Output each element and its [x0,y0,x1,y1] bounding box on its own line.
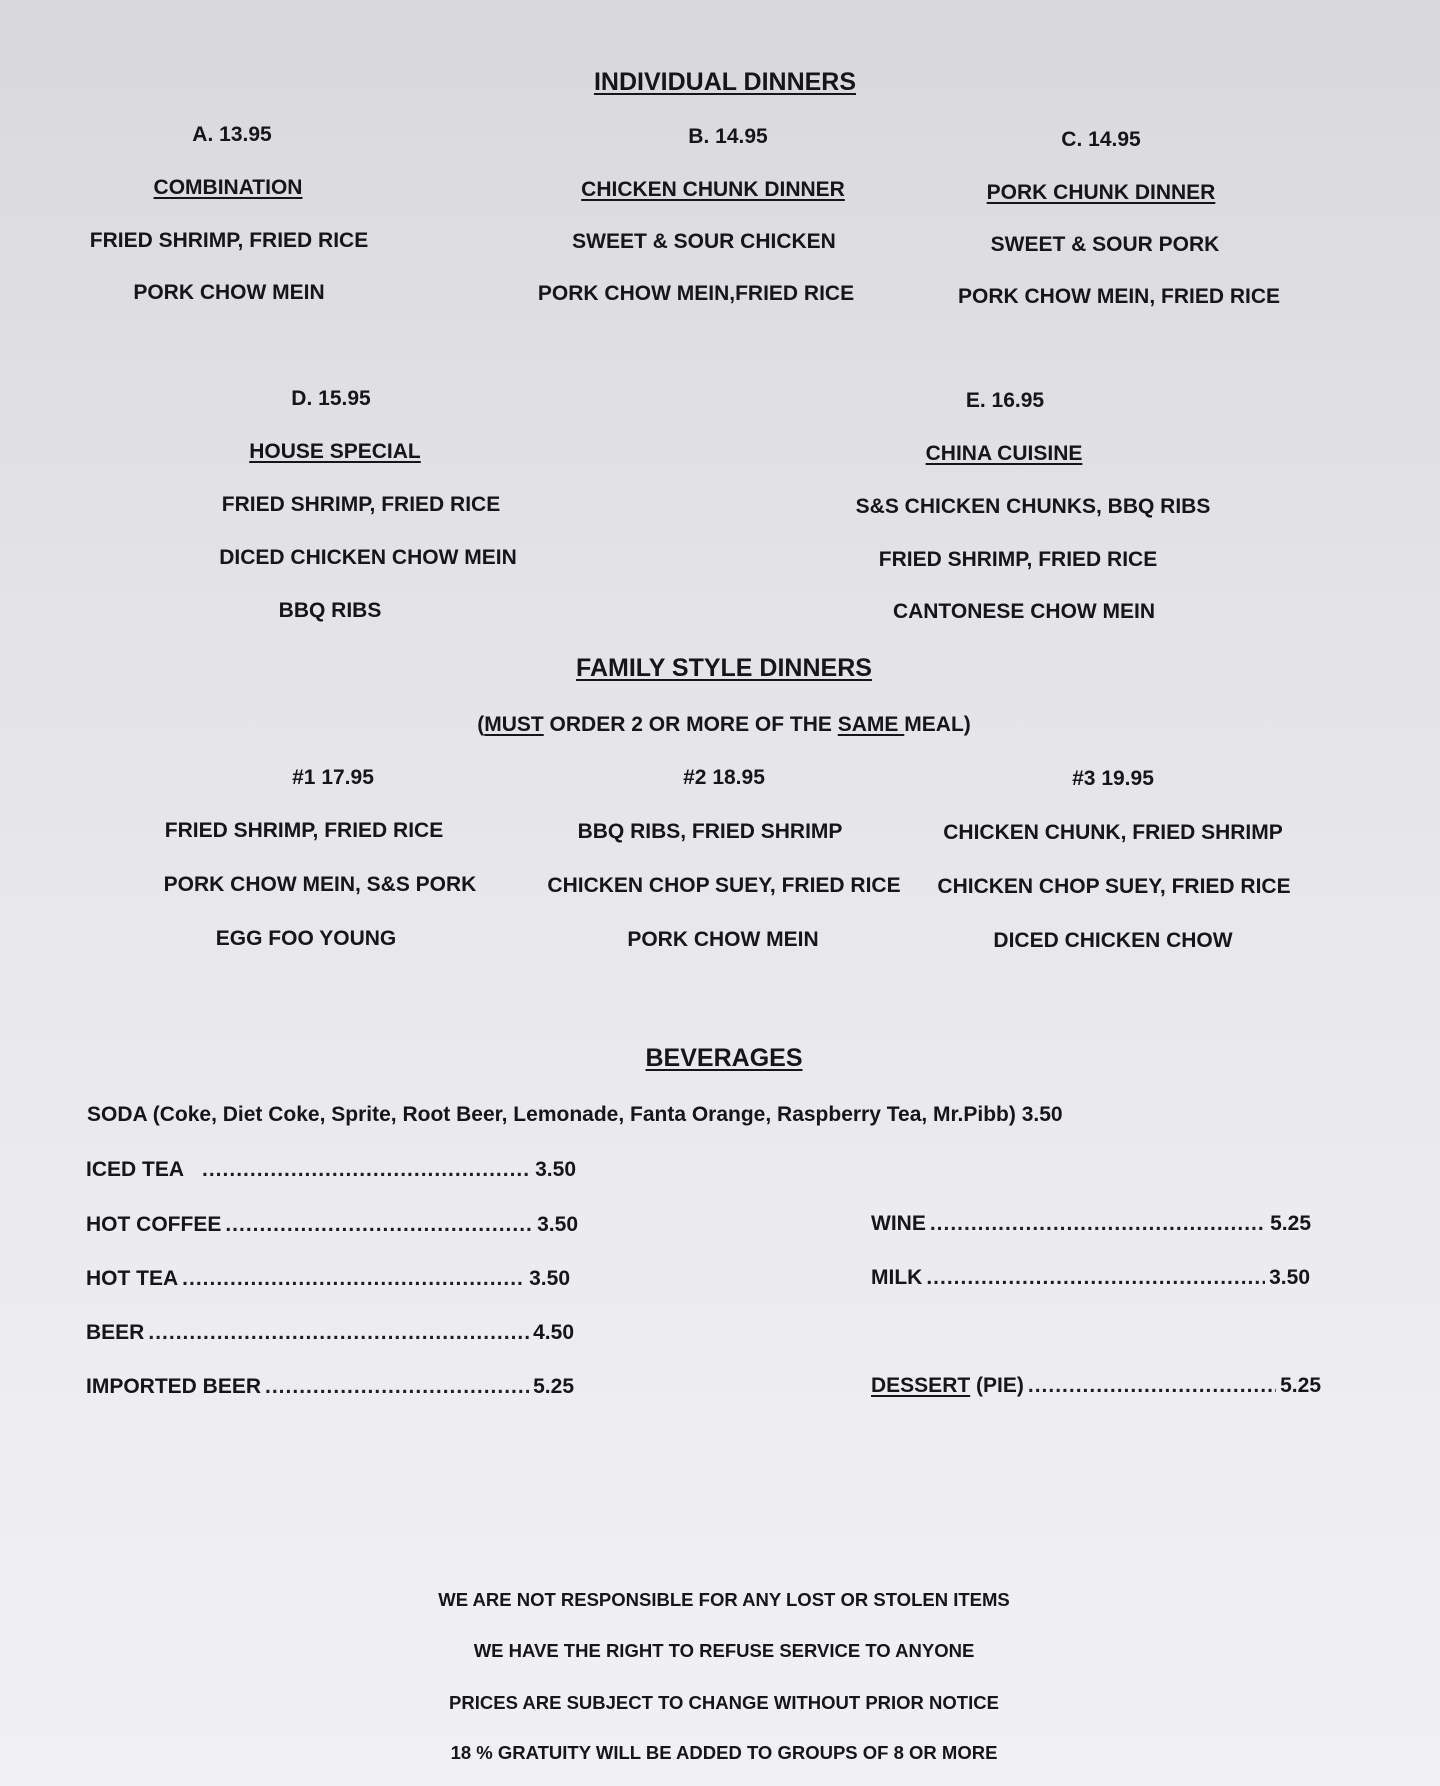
beverage-price: 3.50 [1269,1266,1310,1289]
beverage-beer [86,1320,574,1346]
beverage-name: WINE [871,1212,926,1235]
beverage-price: 5.25 [533,1375,574,1398]
beverage-name: DESSERT (PIE) [871,1374,1024,1397]
beverage-name: HOT TEA [86,1267,179,1290]
family-1-line3: EGG FOO YOUNG [215,927,397,950]
beverages-heading: BEVERAGES [645,1044,803,1072]
beverage-name: HOT COFFEE [86,1213,222,1236]
notice-gratuity: 18 % GRATUITY WILL BE ADDED TO GROUPS OF 8 OR MORE [450,1742,998,1763]
family-dinners-note: (MUST ORDER 2 OR MORE OF THE SAME MEAL) [477,713,971,736]
beverage-dessert [871,1373,1321,1399]
leader-dots [926,1265,1265,1291]
dinner-c-line1: SWEET & SOUR PORK [990,233,1220,256]
dinner-a-line1: FRIED SHRIMP, FRIED RICE [89,229,369,252]
beverage-iced-tea [86,1157,576,1183]
notice-lost-items: WE ARE NOT RESPONSIBLE FOR ANY LOST OR STOLEN ITEMS [438,1589,1010,1610]
family-2-line3: PORK CHOW MEIN [627,928,819,951]
leader-dots [1028,1373,1276,1399]
beverage-name: MILK [871,1266,923,1289]
dinner-d-line3: BBQ RIBS [278,599,382,622]
dinner-b-line1: SWEET & SOUR CHICKEN [572,230,836,253]
beverage-price: 3.50 [535,1158,576,1181]
beverage-name: BEER [86,1321,145,1344]
dinner-c-line2: PORK CHOW MEIN, FRIED RICE [957,285,1281,308]
family-1-line2: PORK CHOW MEIN, S&S PORK [163,873,477,896]
individual-dinners-heading: INDIVIDUAL DINNERS [593,68,857,96]
notice-price-change: PRICES ARE SUBJECT TO CHANGE WITHOUT PRIOR NOTICE [449,1692,999,1713]
dinner-e-line2: FRIED SHRIMP, FRIED RICE [878,548,1158,571]
leader-dots [148,1320,529,1346]
dinner-a-name: COMBINATION [153,176,303,199]
dinner-e-name: CHINA CUISINE [925,442,1083,465]
family-2-line2: CHICKEN CHOP SUEY, FRIED RICE [547,874,901,897]
soda-line: SODA (Coke, Diet Coke, Sprite, Root Beer, Lemonade, Fanta Orange, Raspberry Tea, Mr.Pibb) 3.50 [87,1103,1063,1126]
dinner-e-price: E. 16.95 [965,389,1045,412]
family-dinners-heading: FAMILY STYLE DINNERS [576,654,872,682]
family-3-line3: DICED CHICKEN CHOW [993,929,1233,952]
beverage-name: ICED TEA [86,1158,185,1181]
dinner-a-line2: PORK CHOW MEIN [133,281,325,304]
dinner-b-price: B. 14.95 [688,125,768,148]
family-1-line1: FRIED SHRIMP, FRIED RICE [164,819,444,842]
family-3-line2: CHICKEN CHOP SUEY, FRIED RICE [937,875,1291,898]
beverage-price: 3.50 [537,1213,578,1236]
dinner-e-line1: S&S CHICKEN CHUNKS, BBQ RIBS [855,495,1211,518]
notice-refuse-service: WE HAVE THE RIGHT TO REFUSE SERVICE TO ANYONE [473,1640,975,1661]
dinner-c-price: C. 14.95 [1061,128,1141,151]
family-2-price: #2 18.95 [683,766,765,789]
dinner-d-line1: FRIED SHRIMP, FRIED RICE [221,493,501,516]
dinner-e-line3: CANTONESE CHOW MEIN [892,600,1156,623]
family-2-line1: BBQ RIBS, FRIED SHRIMP [577,820,843,843]
beverage-name: IMPORTED BEER [86,1375,262,1398]
beverage-hot-tea [86,1266,570,1292]
dinner-c-name: PORK CHUNK DINNER [986,181,1216,204]
leader-dots [225,1212,533,1238]
leader-dots [930,1211,1266,1237]
dinner-a-price: A. 13.95 [192,123,272,146]
leader-dots [202,1157,531,1183]
beverage-price: 4.50 [533,1321,574,1344]
leader-dots [182,1266,525,1292]
family-3-line1: CHICKEN CHUNK, FRIED SHRIMP [943,821,1283,844]
beverage-price: 5.25 [1270,1212,1311,1235]
beverage-price: 5.25 [1280,1374,1321,1397]
dinner-d-name: HOUSE SPECIAL [249,440,421,463]
family-1-price: #1 17.95 [292,766,374,789]
family-3-price: #3 19.95 [1072,767,1154,790]
dinner-d-price: D. 15.95 [291,387,371,410]
dinner-b-name: CHICKEN CHUNK DINNER [581,178,845,201]
beverage-milk [871,1265,1310,1291]
leader-dots [265,1374,529,1400]
dinner-b-line2: PORK CHOW MEIN,FRIED RICE [537,282,855,305]
beverage-wine [871,1211,1311,1237]
dinner-d-line2: DICED CHICKEN CHOW MEIN [219,546,517,569]
beverage-hot-coffee [86,1212,578,1238]
beverage-imported-beer [86,1374,574,1400]
beverage-price: 3.50 [529,1267,570,1290]
